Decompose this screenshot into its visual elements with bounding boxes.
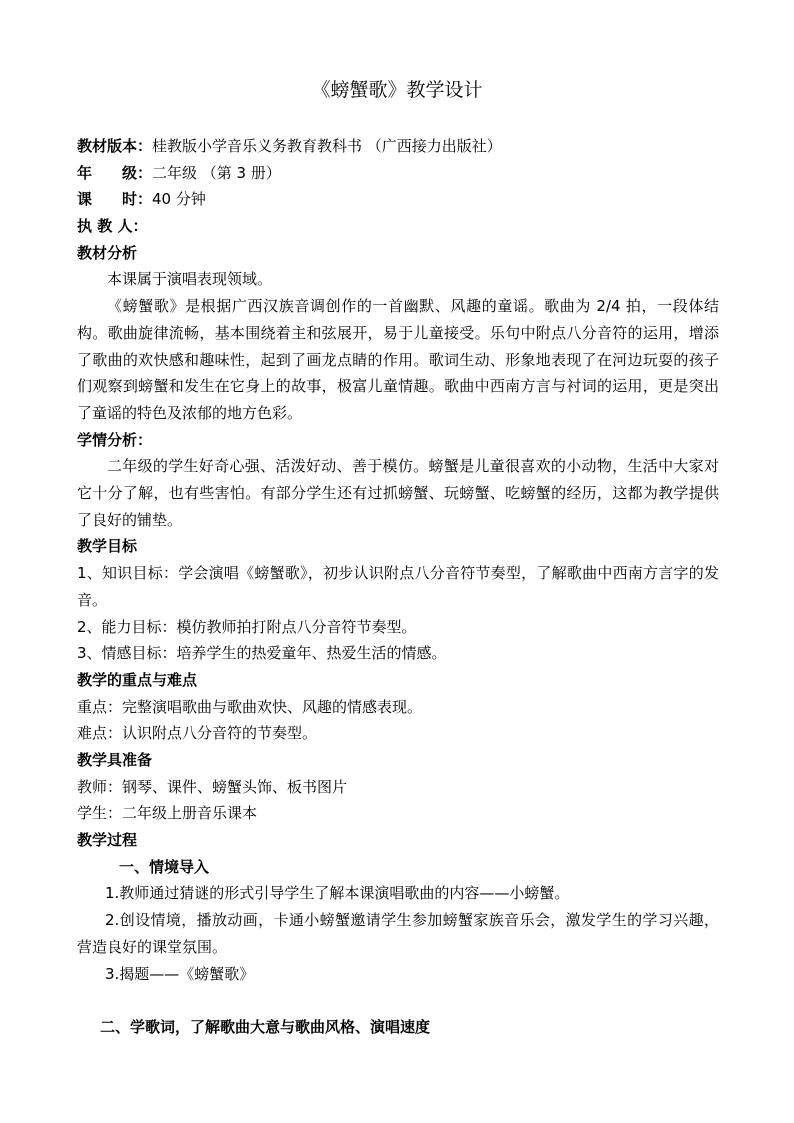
goals-heading: 教学目标 <box>77 537 138 556</box>
analysis-heading: 教材分析 <box>77 243 138 262</box>
process-step-2: 2.创设情境，播放动画，卡通小螃蟹邀请学生参加螃蟹家族音乐会，激发学生的学习兴趣，营造良好的课堂氛围。 <box>77 911 719 956</box>
period-row <box>77 186 719 213</box>
students-heading: 学情分析： <box>77 430 153 449</box>
keypoint-difficulty: 难点：认识附点八分音符的节奏型。 <box>77 724 318 743</box>
process-section-2: 二、学歌词，了解歌曲大意与歌曲风格、演唱速度 <box>100 1018 431 1036</box>
edition-label: 教材版本： <box>77 137 153 155</box>
teacher-row: 执 教 人： <box>77 217 148 236</box>
page-title: 《螃蟹歌》教学设计 <box>311 79 483 101</box>
keypoints-heading: 教学的重点与难点 <box>77 670 198 689</box>
keypoint-focus: 重点：完整演唱歌曲与歌曲欢快、风趣的情感表现。 <box>77 697 423 716</box>
grade-row <box>77 160 719 187</box>
period-value: 40 分钟 <box>152 190 206 209</box>
edition-value: 桂教版小学音乐义务教育教科书 （广西接力出版社） <box>152 137 502 155</box>
process-section-1: 一、情境导入 <box>119 857 210 876</box>
goal-emotion: 3、情感目标：培养学生的热爱童年、热爱生活的情感。 <box>77 644 447 663</box>
process-step-1: 1.教师通过猜谜的形式引导学生了解本课演唱歌曲的内容——小螃蟹。 <box>105 884 570 903</box>
goal-ability: 2、能力目标：模仿教师拍打附点八分音符节奏型。 <box>77 617 417 636</box>
document-body <box>77 133 719 987</box>
grade-label: 年 级： <box>77 163 153 182</box>
process-heading: 教学过程 <box>77 831 138 850</box>
period-label: 课 时： <box>77 190 153 209</box>
analysis-paragraph-2: 《螃蟹歌》是根据广西汉族音调创作的一首幽默、风趣的童谣。歌曲为 2/4 拍，一段体结构。歌曲旋律流畅，基本围绕着主和弦展开，易于儿童接受。乐句中附点八分音符的运用，增添了歌曲的欢快感和趣味性，起到了画龙点睛的作用。歌词生动、形象地表现了在河边玩耍的孩子们观察到螃蟹和发生在它身上的故事，极富儿童情趣。歌曲中西南方言与衬词的运用，更是突出了童谣的特色及浓郁的地方色彩。 <box>77 297 719 422</box>
edition-row <box>77 133 719 160</box>
prep-teacher: 教师：钢琴、课件、螃蟹头饰、板书图片 <box>77 777 348 796</box>
goal-knowledge: 1、知识目标：学会演唱《螃蟹歌》，初步认识附点八分音符节奏型，了解歌曲中西南方言字的发音。 <box>77 564 719 609</box>
process-step-3: 3.揭题——《螃蟹歌》 <box>105 964 255 983</box>
prep-student: 学生：二年级上册音乐课本 <box>77 804 258 823</box>
prep-heading: 教学具准备 <box>77 750 153 769</box>
students-paragraph: 二年级的学生好奇心强、活泼好动、善于模仿。螃蟹是儿童很喜欢的小动物，生活中大家对它十分了解，也有些害怕。有部分学生还有过抓螃蟹、玩螃蟹、吃螃蟹的经历，这都为教学提供了良好的铺垫。 <box>77 457 719 529</box>
analysis-paragraph-1: 本课属于演唱表现领域。 <box>107 270 273 289</box>
grade-value: 二年级 （第 3 册） <box>152 163 281 182</box>
